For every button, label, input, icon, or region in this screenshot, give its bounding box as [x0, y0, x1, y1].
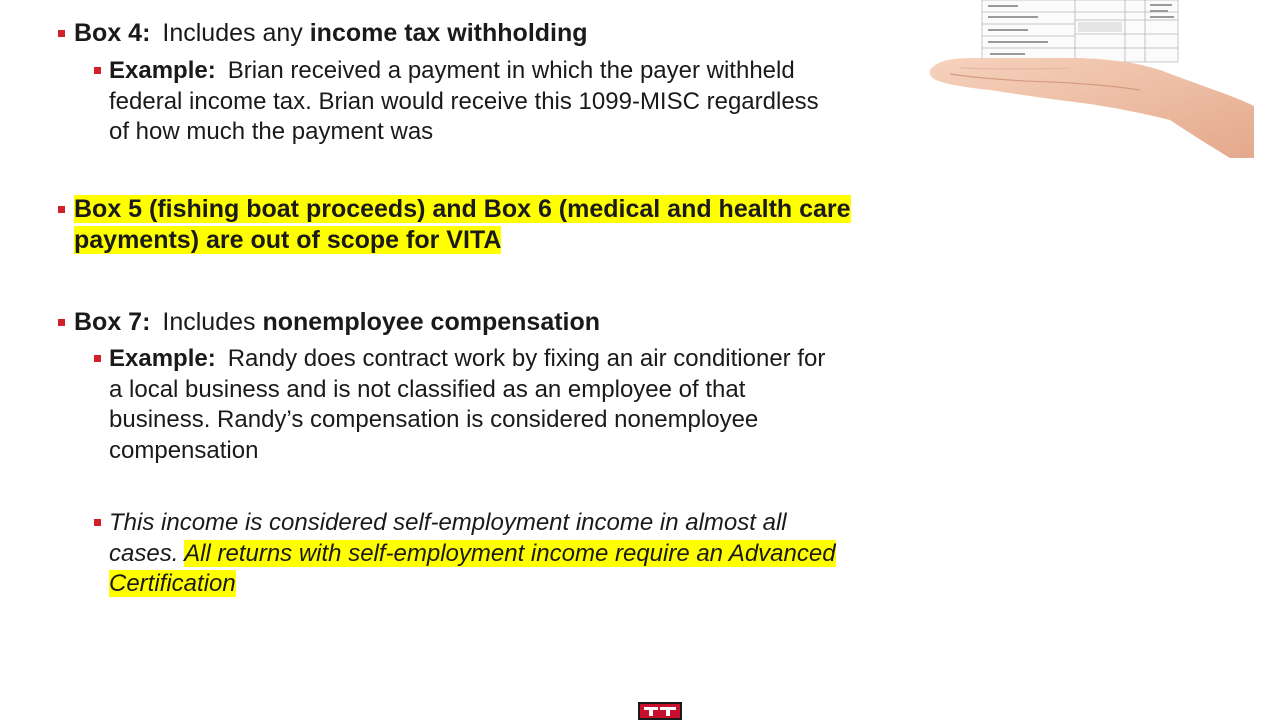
box7-note-line1: This income is considered self-employment income in almost all	[109, 509, 787, 536]
box7-example-label: Example:	[109, 345, 216, 372]
bullet-marker	[58, 30, 65, 37]
bullet-marker	[58, 319, 65, 326]
box7-bold: nonemployee compensation	[262, 308, 601, 336]
box4-example-line2: federal income tax. Brian would receive this 1099-MISC regardless	[109, 87, 819, 115]
box7-note-line2-plain: cases.	[109, 539, 185, 567]
box4-bold: income tax withholding	[309, 19, 588, 47]
bullet-box4	[74, 18, 588, 49]
box7-label: Box 7:	[74, 308, 151, 336]
bullet-box7-example	[109, 344, 979, 466]
bullet-marker	[94, 519, 101, 526]
box56-line1: Box 5 (fishing boat proceeds) and Box 6 (medical and health care	[74, 195, 851, 223]
box4-label: Box 4:	[74, 19, 151, 47]
box7-example-line4: compensation	[109, 436, 259, 464]
box4-example-line1: Brian received a payment in which the payer withheld	[227, 57, 795, 84]
box7-intro: Includes	[162, 308, 263, 336]
box7-example-line2: a local business and is not classified as an employee of that	[109, 375, 746, 403]
bullet-marker	[94, 355, 101, 362]
box7-note-line3-highlight: Certification	[109, 570, 236, 597]
box4-example-label: Example:	[109, 57, 216, 84]
bullet-marker	[58, 206, 65, 213]
box7-example-line3: business. Randy’s compensation is considered nonemployee	[109, 406, 759, 433]
box7-example-line1: Randy does contract work by fixing an air conditioner for	[227, 345, 826, 372]
box56-line2: payments) are out of scope for VITA	[74, 226, 502, 254]
bullet-marker	[94, 67, 101, 74]
bullet-box7-note	[109, 508, 989, 600]
hand-holding-form-icon	[930, 0, 1254, 158]
box4-intro: Includes any	[162, 19, 310, 47]
box7-note-line2-highlight: All returns with self-employment income require an Advanced	[184, 539, 836, 567]
bullet-box5-6	[74, 194, 851, 256]
bullet-box4-example	[109, 56, 969, 148]
box4-example-line3: of how much the payment was	[109, 118, 434, 145]
bullet-box7	[74, 307, 600, 338]
university-logo-icon	[638, 702, 682, 720]
